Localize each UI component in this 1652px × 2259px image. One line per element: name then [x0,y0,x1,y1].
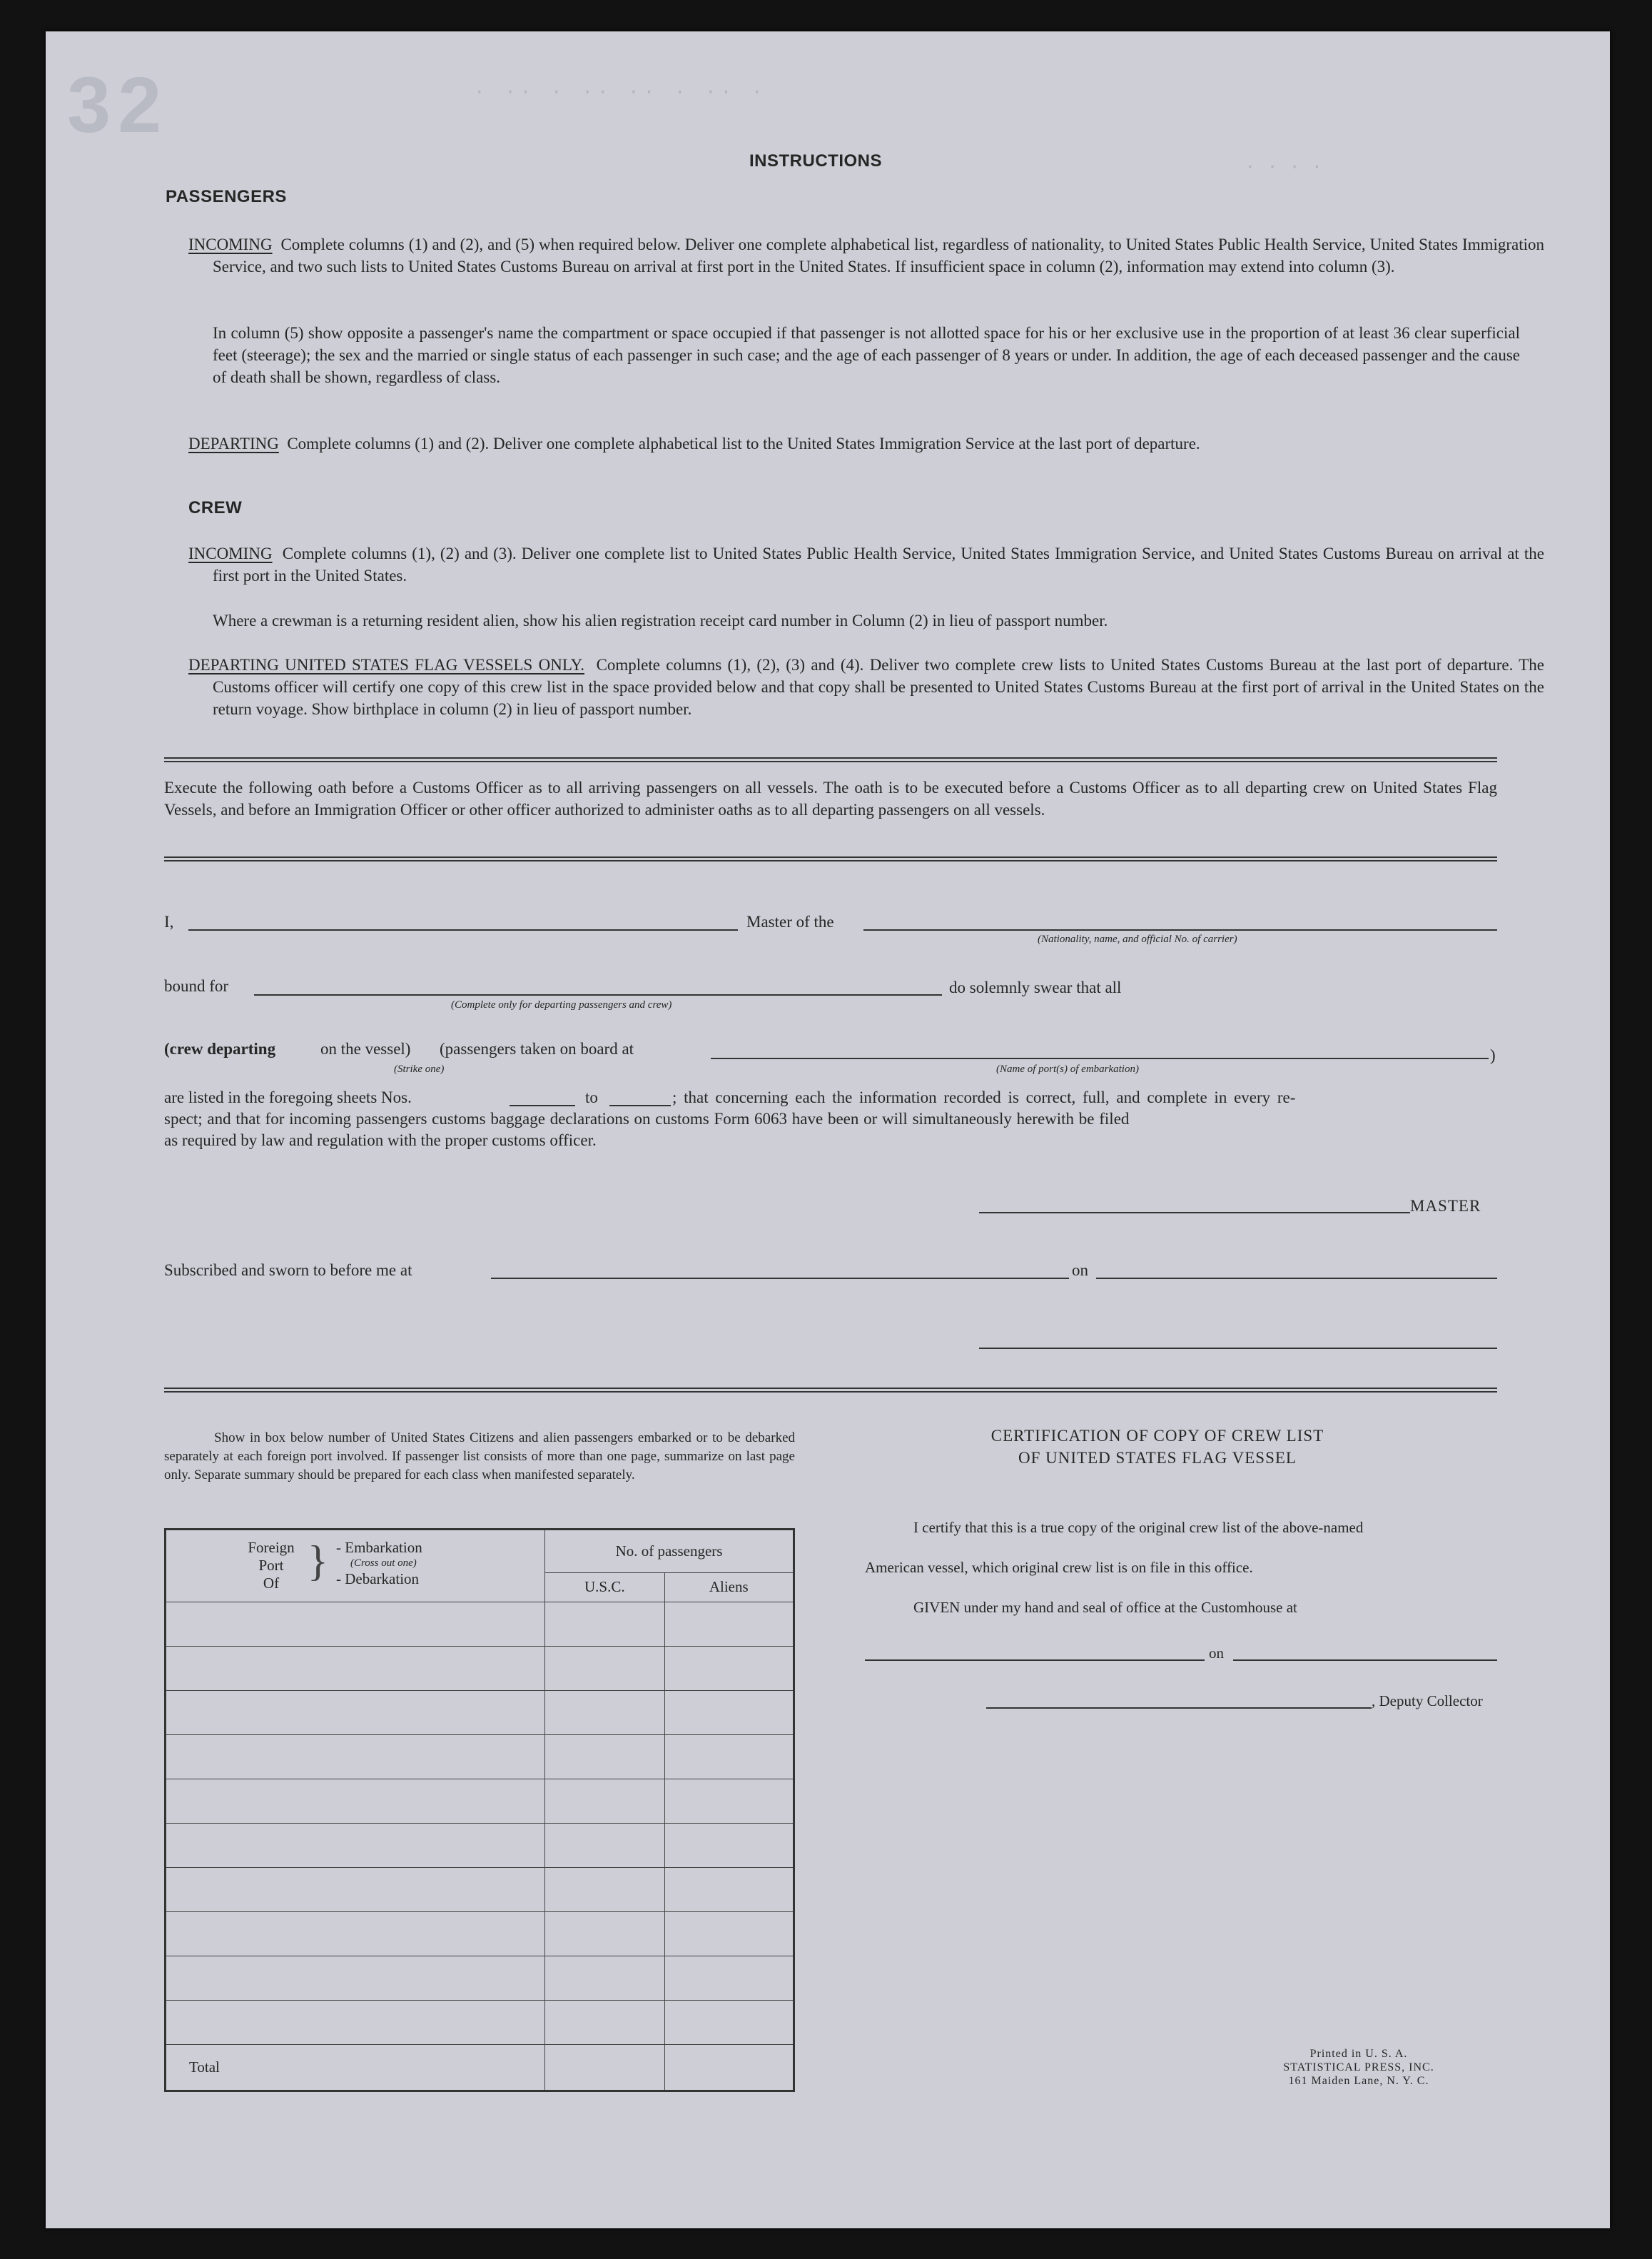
usc-cell[interactable] [545,2000,665,2044]
passengers-heading: PASSENGERS [166,187,287,206]
bleed-through-text: · ·· · ·· ·· · ·· · [474,81,767,103]
crew-heading: CREW [188,498,243,517]
embarkation-option: - Embarkation [336,1539,422,1556]
given-text: GIVEN under my hand and seal of office at the Customhouse at [913,1599,1297,1616]
certification-title-1: CERTIFICATION OF COPY OF CREW LIST [990,1427,1324,1445]
passengers-taken-option: (passengers taken on board at [440,1040,634,1058]
on-label: on [1072,1261,1088,1279]
divider [164,1388,1497,1393]
divider [164,856,1497,861]
cert-date-field[interactable] [1233,1659,1497,1661]
bound-for-field[interactable] [254,994,942,996]
usc-cell[interactable] [545,1911,665,1956]
cert-on-label: on [1209,1644,1224,1662]
incoming-label: INCOMING [188,236,273,253]
certification-title-2: OF UNITED STATES FLAG VESSEL [1018,1449,1297,1467]
crew-incoming-label: INCOMING [188,545,273,562]
usc-cell[interactable] [545,1823,665,1867]
port-cell[interactable] [166,1602,545,1646]
swear-text: do solemnly swear that all [949,979,1122,996]
master-of-the-label: Master of the [746,913,834,931]
usc-cell[interactable] [545,1956,665,2000]
passengers-incoming-instruction: INCOMING Complete columns (1) and (2), and (5) when required below. Deliver one complete alphabetical list, regardless of nationality, to United States Public Health Service, United States Immigration Service, and two such lists to United States Customs Bureau on arrival at first port in the United States. If insufficient space in column (2), information may extend into column (3). [188,236,1545,276]
departing-label: DEPARTING [188,435,279,453]
port-cell[interactable] [166,1956,545,2000]
foreign-port-header: Foreign Port Of } - Embarkation (Cross out one) - Debarkation [166,1530,545,1602]
port-cell[interactable] [166,1690,545,1734]
officer-signature-field[interactable] [979,1348,1497,1349]
listed-to: to [585,1088,598,1106]
carrier-field[interactable] [863,929,1497,931]
aliens-cell[interactable] [664,1734,794,1779]
divider [164,757,1497,762]
departing-us-label: DEPARTING UNITED STATES FLAG VESSELS ONLY. [188,656,584,674]
sheet-to-field[interactable] [609,1105,671,1106]
embarkation-ports-field[interactable] [711,1058,1489,1059]
aliens-cell[interactable] [664,1602,794,1646]
subscribed-label: Subscribed and sworn to before me at [164,1261,412,1279]
aliens-cell[interactable] [664,2000,794,2044]
aliens-cell[interactable] [664,1823,794,1867]
usc-cell[interactable] [545,1690,665,1734]
deputy-signature-field[interactable] [986,1707,1372,1709]
aliens-cell[interactable] [664,1690,794,1734]
master-name-field[interactable] [188,929,738,931]
carrier-caption: (Nationality, name, and official No. of carrier) [1038,934,1237,945]
bleed-through-text: · · · · [1245,156,1323,178]
listed-text-c: spect; and that for incoming passengers customs baggage declarations on customs Form 6063 have been or will simultaneously herewith be filed [164,1110,1130,1128]
customhouse-field[interactable] [865,1659,1205,1661]
aliens-cell[interactable] [664,1779,794,1823]
form-sheet [46,31,1610,2228]
master-signature-field[interactable] [979,1212,1410,1213]
deputy-collector-label: , Deputy Collector [1372,1692,1483,1709]
aliens-cell[interactable] [664,1867,794,1911]
column5-instruction: In column (5) show opposite a passenger's name the compartment or space occupied if that passenger is not allotted space for his or her exclusive use in the proportion of at least 36 clear superficial feet (steerage); the sex and the married or single status of each passenger in such case; and the age of each passenger of 8 years or under. In addition, the age of each deceased passenger and the cause of death shall be shown, regardless of class. [213,324,1520,386]
usc-cell[interactable] [545,1602,665,1646]
usc-cell[interactable] [545,1867,665,1911]
no-passengers-header: No. of passengers [545,1530,794,1573]
usc-header: U.S.C. [545,1573,665,1602]
usc-cell[interactable] [545,1734,665,1779]
oath-intro: Execute the following oath before a Customs Officer as to all arriving passengers on all vessels. The oath is to be executed before a Customs Officer as to all departing crew on United States Flag Vessels, and before an Immigration Officer or other officer authorized to administer oaths as to all departing passengers on all vessels. [164,779,1497,819]
ports-caption: (Name of port(s) of embarkation) [996,1063,1139,1075]
port-cell[interactable] [166,1867,545,1911]
total-label: Total [166,2044,545,2091]
aliens-header: Aliens [664,1573,794,1602]
crew-incoming-instruction: INCOMING Complete columns (1), (2) and (3). Deliver one complete list to United States Public Health Service, United States Immigration Service, and United States Customs Bureau on arrival at the first port in the United States. [188,545,1544,585]
printer-imprint: Printed in U. S. A. STATISTICAL PRESS, INC. 161 Maiden Lane, N. Y. C. [1283,2048,1434,2087]
bound-for-label: bound for [164,977,229,995]
aliens-cell[interactable] [664,1956,794,2000]
sworn-at-field[interactable] [491,1278,1069,1279]
usc-cell[interactable] [545,1779,665,1823]
certify-text-a: I certify that this is a true copy of the original crew list of the above-named [913,1519,1364,1536]
strike-caption: (Strike one) [394,1063,445,1075]
usc-total-cell[interactable] [545,2044,665,2091]
instructions-title: INSTRUCTIONS [749,151,882,171]
aliens-cell[interactable] [664,1911,794,1956]
crew-departing-option: (crew departing [164,1040,276,1058]
master-signature-label: MASTER [1410,1197,1481,1215]
sworn-date-field[interactable] [1096,1278,1497,1279]
certify-text-b: American vessel, which original crew list is on file in this office. [865,1559,1253,1576]
port-cell[interactable] [166,1779,545,1823]
summary-note: Show in box below number of United States Citizens and alien passengers embarked or to be debarked separately at each foreign port involved. If passenger list consists of more than one page, summarize on last page only. Separate summary should be prepared for each class when manifested separately. [164,1430,795,1482]
bound-caption: (Complete only for departing passengers and crew) [451,999,672,1011]
passengers-departing-instruction: DEPARTING Complete columns (1) and (2). Deliver one complete alphabetical list to the United States Immigration Service at the last port of departure. [188,435,1200,453]
listed-text-b: ; that concerning each the information recorded is correct, full, and complete in every re- [672,1088,1296,1106]
debarkation-option: - Debarkation [336,1570,420,1587]
aliens-total-cell[interactable] [664,2044,794,2091]
listed-text-d: as required by law and regulation with the proper customs officer. [164,1131,597,1149]
port-cell[interactable] [166,1734,545,1779]
i-label: I, [164,913,174,931]
crew-departing-instruction: DEPARTING UNITED STATES FLAG VESSELS ONLY. Complete columns (1), (2), (3) and (4). Deliver two complete crew lists to United States Customs Bureau at the last port of departure. The Customs officer will certify one copy of this crew list in the space provided below and that copy shall be presented to United States Customs Bureau at the first port of arrival in the United States on the return voyage. Show birthplace in column (2) in lieu of passport number. [188,656,1545,718]
port-cell[interactable] [166,1646,545,1690]
port-cell[interactable] [166,1911,545,1956]
usc-cell[interactable] [545,1646,665,1690]
close-paren: ) [1490,1046,1496,1064]
stamp-number: 32 [67,61,169,149]
port-cell[interactable] [166,1823,545,1867]
passenger-summary-table [164,1528,795,2092]
crewman-instruction: Where a crewman is a returning resident alien, show his alien registration receipt card number in Column (2) in lieu of passport number. [213,612,1108,630]
sheet-from-field[interactable] [510,1105,575,1106]
on-the-vessel-text: on the vessel) [320,1040,411,1058]
aliens-cell[interactable] [664,1646,794,1690]
port-cell[interactable] [166,2000,545,2044]
listed-text-a: are listed in the foregoing sheets Nos. [164,1088,412,1106]
